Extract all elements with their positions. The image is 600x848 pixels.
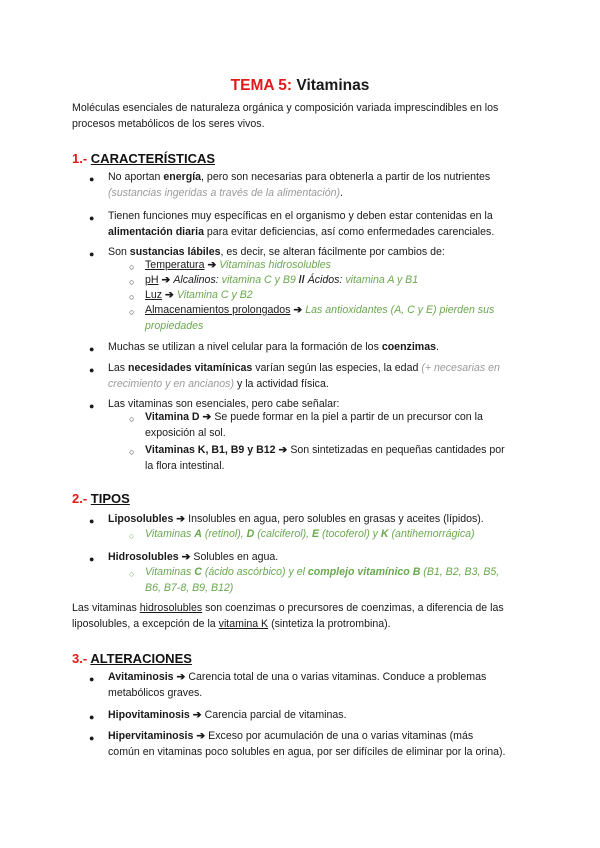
list-item: Tienen funciones muy específicas en el organismo y deben estar contenidas en la alimentación diaria para evitar deficiencias, así como enfermedades carenciales. [108, 210, 495, 238]
list-item: Liposolubles ➔ Insolubles en agua, pero solubles en grasas y aceites (lípidos). [108, 513, 484, 525]
sub-list-item: Luz ➔ Vitamina C y B2 [145, 289, 253, 301]
bullet-icon: ● [89, 733, 95, 743]
list-item: Avitaminosis ➔ Carencia total de una o varias vitaminas. Conduce a problemas metabólicos graves. [108, 671, 487, 699]
sub-list-item: pH ➔ Alcalinos: vitamina C y B9 // Ácidos: vitamina A y B1 [145, 274, 419, 286]
bullet-icon: ● [89, 344, 95, 354]
bullet-icon: ● [89, 365, 95, 375]
sub-list-item: Vitaminas C (ácido ascórbico) y el complejo vitamínico B (B1, B2, B3, B5, B6, B7-8, B9, B12) [145, 566, 500, 594]
title-main: Vitaminas [296, 77, 370, 94]
bullet-icon: ● [89, 401, 95, 411]
tipos-paragraph: Las vitaminas hidrosolubles son coenzimas o precursores de coenzimas, a diferencia de las liposolubles, a excepción de la vitamina K (sintetiza la protrombina). [72, 602, 504, 630]
circle-bullet-icon: ○ [129, 262, 135, 272]
page-title [0, 77, 600, 95]
list-item: No aportan energía, pero son necesarias para obtenerla a partir de los nutrientes (sustancias ingeridas a través de la alimentación). [108, 171, 491, 199]
bullet-icon: ● [89, 516, 95, 526]
section-heading-caracteristicas: 1.- CARACTERÍSTICAS [72, 151, 216, 166]
circle-bullet-icon: ○ [129, 292, 135, 302]
bullet-icon: ● [89, 712, 95, 722]
sub-list-item: Temperatura ➔ Vitaminas hidrosolubles [145, 259, 331, 271]
list-item: Hipervitaminosis ➔ Exceso por acumulación de una o varias vitaminas (más común en vitaminas poco solubles en agua, por ser difíciles de eliminar por la orina). [108, 730, 506, 758]
circle-bullet-icon: ○ [129, 531, 135, 541]
circle-bullet-icon: ○ [129, 447, 135, 457]
list-item: Las necesidades vitamínicas varían según las especies, la edad (+ necesarias en crecimiento y en ancianos) y la actividad física. [108, 362, 500, 390]
circle-bullet-icon: ○ [129, 414, 135, 424]
section-heading-alteraciones: 3.- ALTERACIONES [72, 651, 192, 666]
section-heading-tipos: 2.- TIPOS [72, 491, 130, 506]
bullet-icon: ● [89, 213, 95, 223]
list-item: Son sustancias lábiles, es decir, se alteran fácilmente por cambios de: [108, 246, 445, 258]
sub-list-item: Vitamina D ➔ Se puede formar en la piel a partir de un precursor con la exposición al sol. [145, 411, 483, 439]
sub-list-item: Vitaminas K, B1, B9 y B12 ➔ Son sintetizadas en pequeñas cantidades por la flora intestinal. [145, 444, 505, 472]
list-item: Muchas se utilizan a nivel celular para la formación de los coenzimas. [108, 341, 439, 353]
bullet-icon: ● [89, 674, 95, 684]
list-item: Hipovitaminosis ➔ Carencia parcial de vitaminas. [108, 709, 347, 721]
bullet-icon: ● [89, 554, 95, 564]
bullet-icon: ● [89, 174, 95, 184]
intro-paragraph: Moléculas esenciales de naturaleza orgánica y composición variada imprescindibles en los procesos metabólicos de los seres vivos. [72, 102, 499, 130]
circle-bullet-icon: ○ [129, 277, 135, 287]
bullet-icon: ● [89, 249, 95, 259]
title-prefix: TEMA 5: [230, 77, 293, 94]
sub-list-item: Vitaminas A (retinol), D (calciferol), E (tocoferol) y K (antihemorrágica) [145, 528, 475, 540]
list-item: Hidrosolubles ➔ Solubles en agua. [108, 551, 279, 563]
circle-bullet-icon: ○ [129, 569, 135, 579]
circle-bullet-icon: ○ [129, 307, 135, 317]
list-item: Las vitaminas son esenciales, pero cabe señalar: [108, 398, 340, 410]
sub-list-item: Almacenamientos prolongados ➔ Las antioxidantes (A, C y E) pierden sus propiedades [145, 304, 495, 332]
